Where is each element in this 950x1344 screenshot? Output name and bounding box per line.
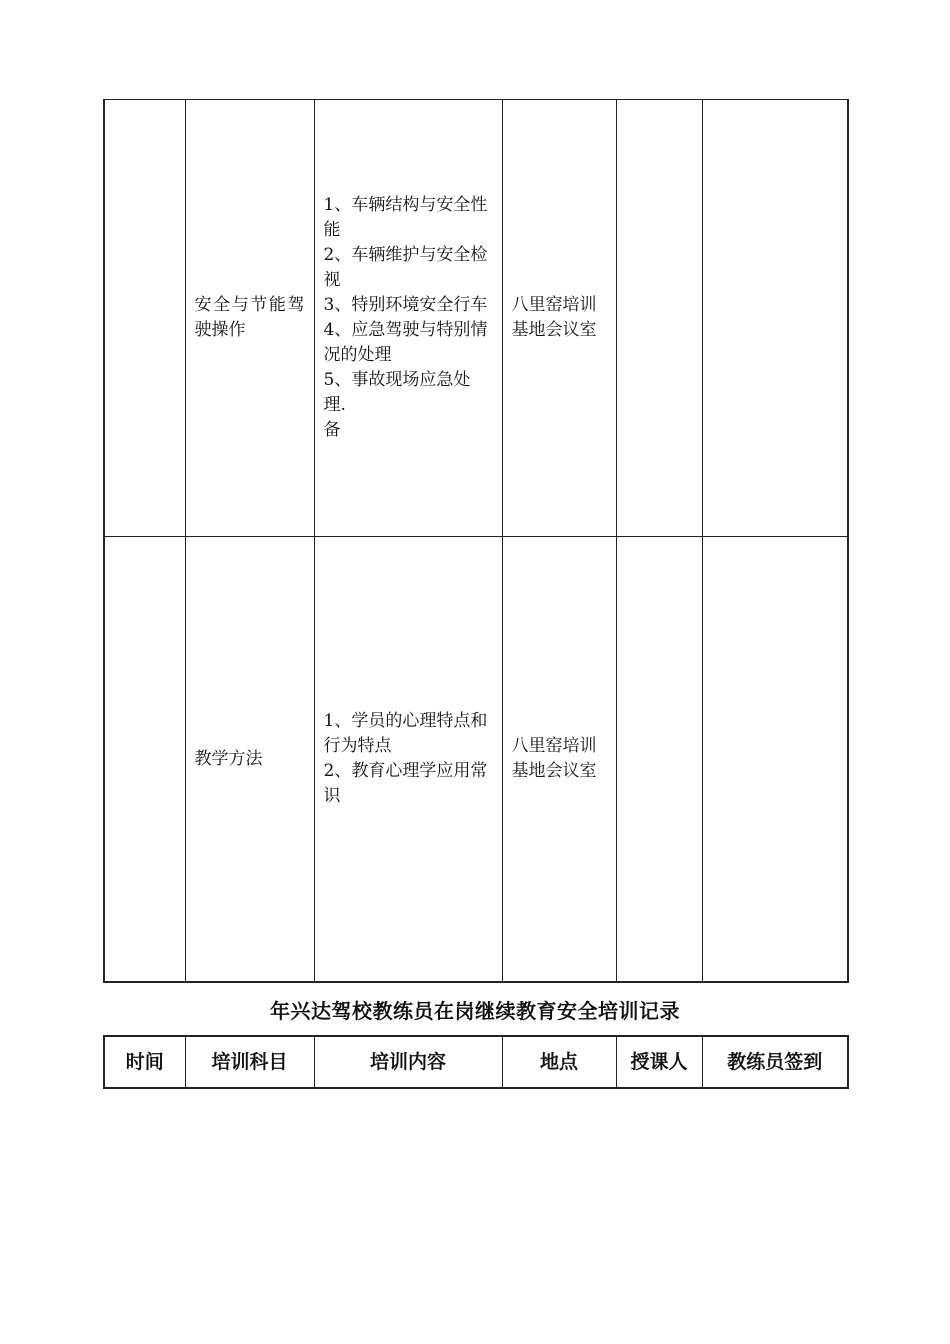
signature-cell: [702, 537, 848, 983]
location-cell: 八里窑培训基地会议室: [502, 537, 616, 983]
content-item: 2、车辆维护与安全检视: [323, 245, 488, 290]
subject-text: 教学方法: [194, 748, 263, 769]
time-cell: [104, 100, 185, 537]
header-time: 时间: [104, 1036, 185, 1088]
time-cell: [104, 537, 185, 983]
instructor-cell: [616, 537, 702, 983]
content-item: 4、应急驾驶与特别情况的处理: [323, 320, 488, 365]
subject-cell: [185, 537, 314, 983]
subject-text: 安全与节能驾驶操作: [194, 295, 305, 340]
signature-cell: [702, 100, 848, 537]
content-item: 1、学员的心理特点和行为特点: [323, 711, 488, 756]
table-row: [104, 537, 848, 983]
content-item: 3、特别环境安全行车: [323, 295, 488, 315]
location-cell: 八里窑培训基地会议室: [502, 100, 616, 537]
header-subject: 培训科目: [185, 1036, 314, 1088]
training-records-header-table: [103, 1035, 849, 1089]
table-row: [104, 100, 848, 537]
instructor-cell: [616, 100, 702, 537]
header-location: 地点: [502, 1036, 616, 1088]
header-instructor: 授课人: [616, 1036, 702, 1088]
subject-cell: [185, 100, 314, 537]
header-content: 培训内容: [314, 1036, 502, 1088]
content-item: 备: [323, 420, 341, 440]
header-row: [104, 1036, 848, 1088]
content-item: 5、事故现场应急处理.: [323, 370, 471, 415]
content-cell: [314, 537, 502, 983]
content-item: 1、车辆结构与安全性能: [323, 195, 488, 240]
header-signature: 教练员签到: [702, 1036, 848, 1088]
content-cell: [314, 100, 502, 537]
content-item: 2、教育心理学应用常识: [323, 761, 488, 806]
document-title: 年兴达驾校教练员在岗继续教育安全培训记录: [270, 999, 680, 1023]
training-records-table-continued: [103, 99, 849, 983]
